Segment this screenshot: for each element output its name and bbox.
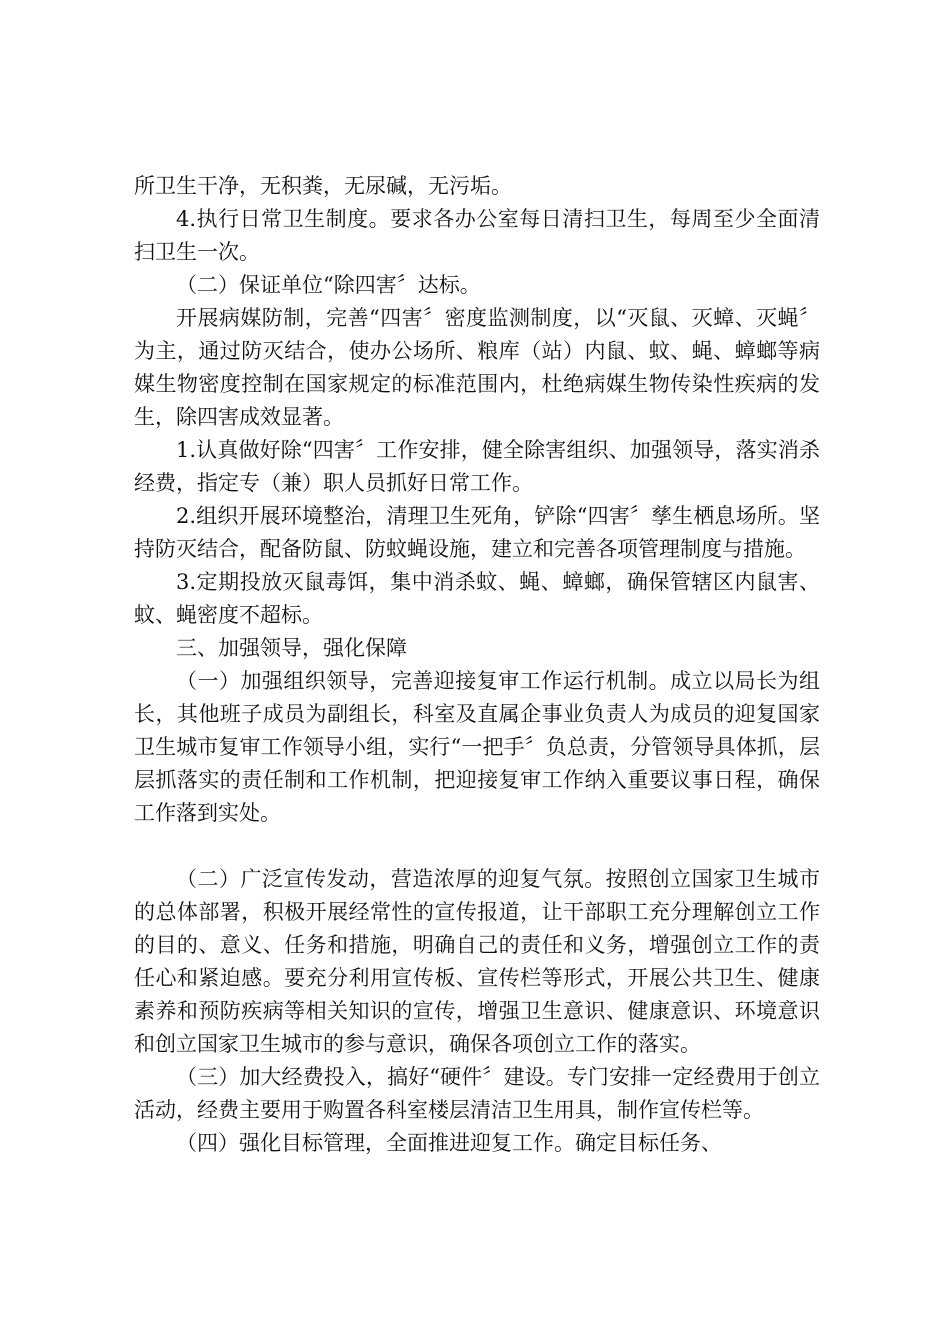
paragraph-item-3: 3.定期投放灭鼠毒饵，集中消杀蚊、蝇、蟑螂，确保管辖区内鼠害、蚊、蝇密度不超标。: [134, 570, 820, 627]
paragraph-item-2: 2.组织开展环境整治，清理卫生死角，铲除“四害〞孳生栖息场所。坚持防灭结合，配备防鼠、防蚊蝇设施，建立和完善各项管理制度与措施。: [134, 504, 820, 561]
paragraph-pest-control: 开展病媒防制，完善“四害〞密度监测制度，以“灭鼠、灭蟑、灭蝇〞为主，通过防灭结合，使办公场所、粮库（站）内鼠、蚊、蝇、蟑螂等病媒生物密度控制在国家规定的标准范围内，杜绝病媒生物传染性疾病的发生，除四害成效显著。: [134, 306, 820, 429]
paragraph-continuation: 所卫生干净，无积粪，无尿碱，无污垢。: [134, 174, 512, 198]
paragraph-leadership-2: （二）广泛宣传发动，营造浓厚的迎复气氛。按照创立国家卫生城市的总体部署，积极开展经常性的宣传报道，让干部职工充分理解创立工作的目的、意义、任务和措施，明确自己的责任和义务，增强创立工作的责任心和紧迫感。要充分利用宣传板、宣传栏等形式，开展公共卫生、健康素养和预防疾病等相关知识的宣传，增强卫生意识、健康意识、环境意识和创立国家卫生城市的参与意识，确保各项创立工作的落实。: [134, 867, 820, 1056]
paragraph-item-4: 4.执行日常卫生制度。要求各办公室每日清扫卫生，每周至少全面清扫卫生一次。: [134, 207, 820, 264]
paragraph-gap: [134, 830, 820, 863]
paragraph-leadership-1: （一）加强组织领导，完善迎接复审工作运行机制。成立以局长为组长，其他班子成员为副组长，科室及直属企事业负责人为成员的迎复国家卫生城市复审工作领导小组，实行“一把手〞负总责，分管领导具体抓，层层抓落实的责任制和工作机制，把迎接复审工作纳入重要议事日程，确保工作落到实处。: [134, 669, 820, 825]
section-heading-2: （二）保证单位“除四害〞达标。: [176, 273, 481, 297]
document-body: [134, 170, 820, 1160]
paragraph-item-1: 1.认真做好除“四害〞工作安排，健全除害组织、加强领导，落实消杀经费，指定专（兼）职人员抓好日常工作。: [134, 438, 820, 495]
paragraph-leadership-4: （四）强化目标管理，全面推进迎复工作。确定目标任务、: [176, 1131, 722, 1155]
section-heading-3: 三、加强领导，强化保障: [176, 636, 407, 660]
paragraph-leadership-3: （三）加大经费投入，搞好“硬件〞建设。专门安排一定经费用于创立活动，经费主要用于购置各科室楼层清洁卫生用具，制作宣传栏等。: [134, 1065, 820, 1122]
